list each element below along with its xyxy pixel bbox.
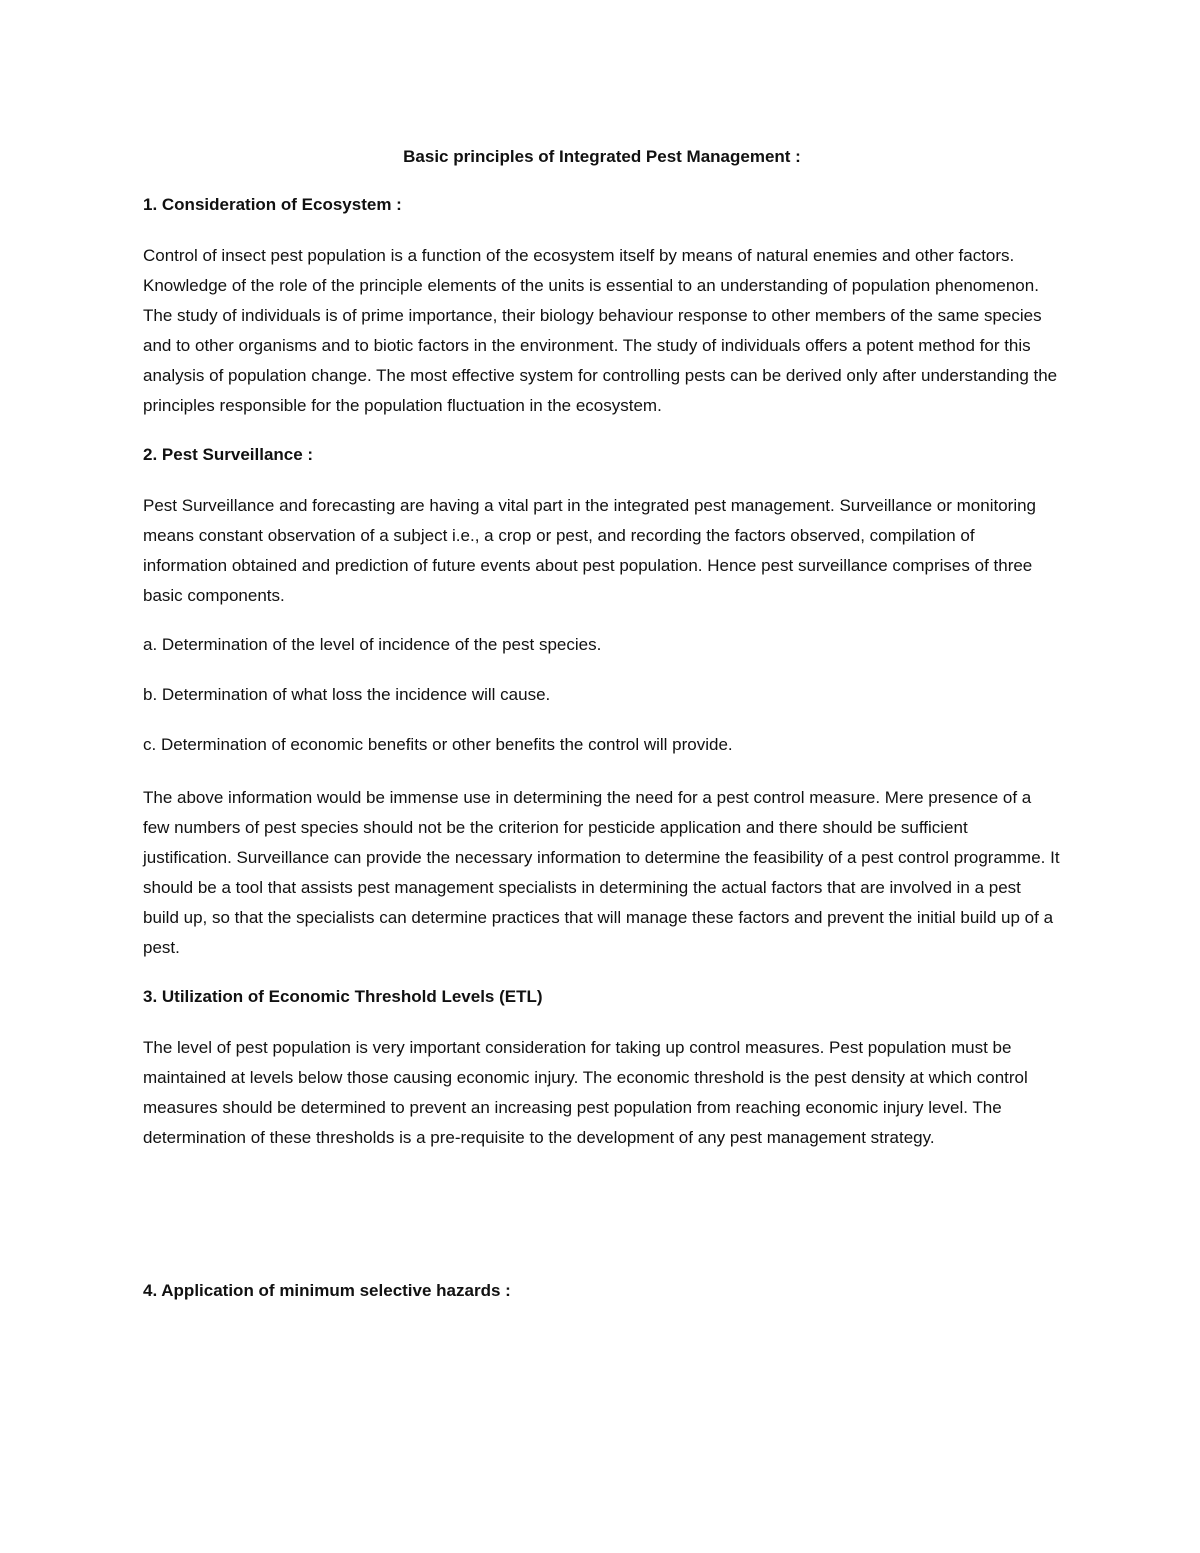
section-2-item-b: b. Determination of what loss the incidence will cause. [143,685,551,704]
document-title: Basic principles of Integrated Pest Management : [403,147,801,166]
section-2-item-a: a. Determination of the level of incidence of the pest species. [143,635,602,654]
section-2-paragraph: Pest Surveillance and forecasting are having a vital part in the integrated pest management. Surveillance or monitoring means constant observation of a subject i.e., a crop or pest, and recording the factors observed, compilation of information obtained and prediction of future events about pest population. Hence pest surveillance comprises of three basic components. [143,496,1037,605]
section-3-paragraph: The level of pest population is very important consideration for taking up control measures. Pest population must be maintained at levels below those causing economic injury. The economic threshold is the pest density at which control measures should be determined to prevent an increasing pest population from reaching economic injury level. The determination of these thresholds is a pre-requisite to the development of any pest management strategy. [143,1038,1028,1147]
document-body [143,145,1061,1327]
section-2-item-c: c. Determination of economic benefits or other benefits the control will provide. [143,735,733,754]
section-1-paragraph: Control of insect pest population is a function of the ecosystem itself by means of natural enemies and other factors. Knowledge of the role of the principle elements of the units is essential to an understanding of population phenomenon. The study of individuals is of prime importance, their biology behaviour response to other members of the same species and to other organisms and to biotic factors in the environment. The study of individuals offers a potent method for this analysis of population change. The most effective system for controlling pests can be derived only after understanding the principles responsible for the population fluctuation in the ecosystem. [143,246,1058,415]
section-1-heading: 1. Consideration of Ecosystem : [143,195,402,214]
blank-space [143,1175,1061,1279]
section-2-heading: 2. Pest Surveillance : [143,445,314,464]
section-2-paragraph-2: The above information would be immense use in determining the need for a pest control measure. Mere presence of a few numbers of pest species should not be the criterion for pesticide application and there should be sufficient justification. Surveillance can provide the necessary information to determine the feasibility of a pest control programme. It should be a tool that assists pest management specialists in determining the actual factors that are involved in a pest build up, so that the specialists can determine practices that will manage these factors and prevent the initial build up of a pest. [143,788,1060,957]
section-3-heading: 3. Utilization of Economic Threshold Levels (ETL) [143,987,543,1006]
section-4-heading: 4. Application of minimum selective hazards : [143,1281,511,1300]
